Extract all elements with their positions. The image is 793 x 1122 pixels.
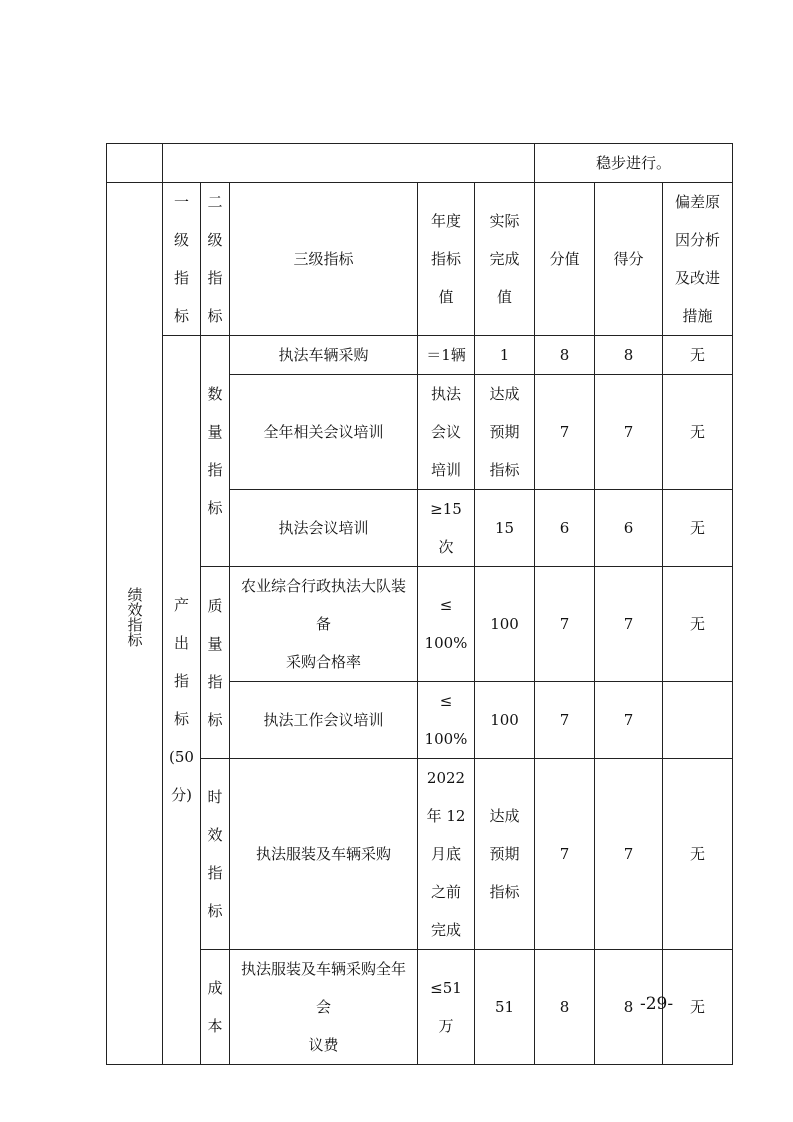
group-quality <box>201 567 230 759</box>
row-annual-line: 之前 <box>430 883 461 901</box>
top-row <box>107 144 733 183</box>
row-score-value: 8 <box>535 950 595 1065</box>
row-annual <box>418 375 475 490</box>
top-row-blank-wide <box>163 144 535 183</box>
row-actual-line: 100 <box>490 615 519 633</box>
header-level2-char: 指 <box>207 269 223 287</box>
header-actual-line: 值 <box>497 288 513 306</box>
row-name-line: 执法服装及车辆采购 <box>255 845 391 863</box>
row-actual <box>475 567 535 682</box>
section-label: 绩效指标 <box>125 586 144 647</box>
row-actual-line: 预期 <box>489 423 520 441</box>
row-annual-line: ≤ <box>439 596 453 614</box>
group-timeliness <box>201 759 230 950</box>
row-annual-line: 月底 <box>430 845 461 863</box>
level1-output-char: 标 <box>173 710 189 728</box>
group-char: 量 <box>207 634 223 653</box>
row-score-value: 6 <box>535 490 595 567</box>
header-annual <box>418 183 475 336</box>
group-char: 指 <box>207 864 223 882</box>
group-char: 本 <box>207 1017 223 1035</box>
header-annual-line: 值 <box>438 288 454 306</box>
group-char: 数 <box>207 385 223 403</box>
header-level1 <box>163 183 201 336</box>
header-deviation-line: 因分析 <box>675 231 721 249</box>
table-row <box>107 336 733 375</box>
row-name-line: 农业综合行政执法大队装备 <box>240 577 406 633</box>
row-name-line: 采购合格率 <box>285 653 361 671</box>
row-actual <box>475 950 535 1065</box>
row-annual-line: ≥15 <box>430 500 462 518</box>
row-annual <box>418 336 475 375</box>
level1-output-char: 出 <box>173 634 189 652</box>
row-deviation: 无 <box>663 759 733 950</box>
row-actual <box>475 682 535 759</box>
row-actual <box>475 490 535 567</box>
header-score-value: 分值 <box>535 183 595 336</box>
group-quantity <box>201 336 230 567</box>
row-name <box>230 375 418 490</box>
row-name-line: 执法工作会议培训 <box>263 711 384 729</box>
group-char: 标 <box>207 499 223 517</box>
row-deviation: 无 <box>663 336 733 375</box>
row-annual-line: 100% <box>424 730 468 748</box>
row-name-line: 执法会议培训 <box>278 519 369 537</box>
header-actual-line: 实际 <box>489 212 520 230</box>
row-annual-line: ＝1辆 <box>426 346 466 364</box>
level1-output-char: (50 <box>169 748 194 766</box>
row-annual-line: 2022 <box>426 769 466 787</box>
row-name <box>230 759 418 950</box>
row-annual <box>418 490 475 567</box>
row-actual-line: 指标 <box>489 883 520 901</box>
row-score-got: 6 <box>595 490 663 567</box>
row-name <box>230 336 418 375</box>
row-name <box>230 567 418 682</box>
row-annual-line: 100% <box>424 634 468 652</box>
row-annual-line: 执法 <box>430 385 461 403</box>
header-deviation-line: 偏差原 <box>675 193 721 211</box>
row-name-line: 全年相关会议培训 <box>263 423 384 441</box>
row-name-line: 议费 <box>308 1036 339 1054</box>
row-actual <box>475 336 535 375</box>
header-deviation <box>663 183 733 336</box>
row-score-got: 8 <box>595 336 663 375</box>
row-annual <box>418 682 475 759</box>
row-annual-line: ≤51 <box>430 979 462 997</box>
top-row-blank <box>107 144 163 183</box>
group-char: 质 <box>207 596 223 615</box>
header-level1-char: 一 <box>173 193 189 211</box>
row-score-got: 8 <box>595 950 663 1065</box>
top-row-note: 稳步进行。 <box>535 144 733 183</box>
row-deviation: 无 <box>663 950 733 1065</box>
row-actual <box>475 759 535 950</box>
header-level3: 三级指标 <box>230 183 418 336</box>
row-name <box>230 682 418 759</box>
row-deviation: 无 <box>663 490 733 567</box>
row-actual-line: 100 <box>490 711 519 729</box>
group-char: 指 <box>207 672 223 691</box>
row-deviation: 无 <box>663 375 733 490</box>
group-char: 效 <box>207 826 223 844</box>
row-actual-line: 预期 <box>489 845 520 863</box>
group-char: 指 <box>207 461 223 479</box>
header-level1-char: 标 <box>173 307 189 325</box>
group-char: 量 <box>207 423 223 441</box>
table-row <box>107 759 733 950</box>
header-annual-line: 年度 <box>430 212 461 230</box>
row-actual-line: 15 <box>494 519 515 537</box>
row-annual-line: ≤ <box>439 692 453 710</box>
row-annual-line: 培训 <box>430 461 461 479</box>
header-level2-char: 标 <box>207 307 223 325</box>
header-level1-char: 级 <box>173 231 189 249</box>
row-actual-line: 指标 <box>489 461 520 479</box>
row-name <box>230 950 418 1065</box>
row-score-got: 7 <box>595 682 663 759</box>
header-level1-char: 指 <box>173 269 189 287</box>
row-actual-line: 51 <box>494 998 515 1016</box>
row-actual-line: 1 <box>499 346 510 364</box>
header-level2-char: 二 <box>207 193 223 211</box>
group-cost <box>201 950 230 1065</box>
level1-output-char: 分) <box>171 786 192 804</box>
header-row <box>107 183 733 336</box>
header-actual <box>475 183 535 336</box>
row-score-value: 8 <box>535 336 595 375</box>
row-annual-line: 会议 <box>430 423 461 441</box>
row-actual <box>475 375 535 490</box>
header-deviation-line: 及改进 <box>675 269 721 287</box>
row-annual-line: 次 <box>438 538 454 556</box>
group-char: 成 <box>207 979 223 997</box>
header-level2 <box>201 183 230 336</box>
row-deviation <box>663 682 733 759</box>
row-score-got: 7 <box>595 759 663 950</box>
group-char: 标 <box>207 710 223 729</box>
header-level2-char: 级 <box>207 231 223 249</box>
row-score-value: 7 <box>535 759 595 950</box>
level1-output-char: 指 <box>173 672 189 690</box>
section-label-cell <box>107 183 163 1065</box>
row-deviation: 无 <box>663 567 733 682</box>
row-annual <box>418 759 475 950</box>
table-row <box>107 950 733 1065</box>
row-name-line: 执法车辆采购 <box>278 346 369 364</box>
row-annual <box>418 567 475 682</box>
row-name <box>230 490 418 567</box>
level1-output-char: 产 <box>173 596 189 614</box>
row-score-value: 7 <box>535 567 595 682</box>
header-annual-line: 指标 <box>430 250 461 268</box>
row-score-got: 7 <box>595 375 663 490</box>
header-deviation-line: 措施 <box>682 307 713 325</box>
row-actual-line: 达成 <box>489 385 520 403</box>
performance-indicator-table <box>106 143 733 1065</box>
row-annual-line: 年 12 <box>426 807 466 825</box>
row-annual-line: 完成 <box>430 921 461 939</box>
table-row <box>107 567 733 682</box>
row-score-got: 7 <box>595 567 663 682</box>
header-actual-line: 完成 <box>489 250 520 268</box>
group-char: 标 <box>207 902 223 920</box>
page-number: -29- <box>640 994 674 1014</box>
row-annual-line: 万 <box>438 1017 454 1035</box>
row-name-line: 执法服装及车辆采购全年会 <box>240 960 406 1016</box>
row-score-value: 7 <box>535 682 595 759</box>
row-actual-line: 达成 <box>489 807 520 825</box>
header-score-got: 得分 <box>595 183 663 336</box>
level1-output-cell <box>163 336 201 1065</box>
group-char: 时 <box>207 788 223 806</box>
row-score-value: 7 <box>535 375 595 490</box>
row-annual <box>418 950 475 1065</box>
